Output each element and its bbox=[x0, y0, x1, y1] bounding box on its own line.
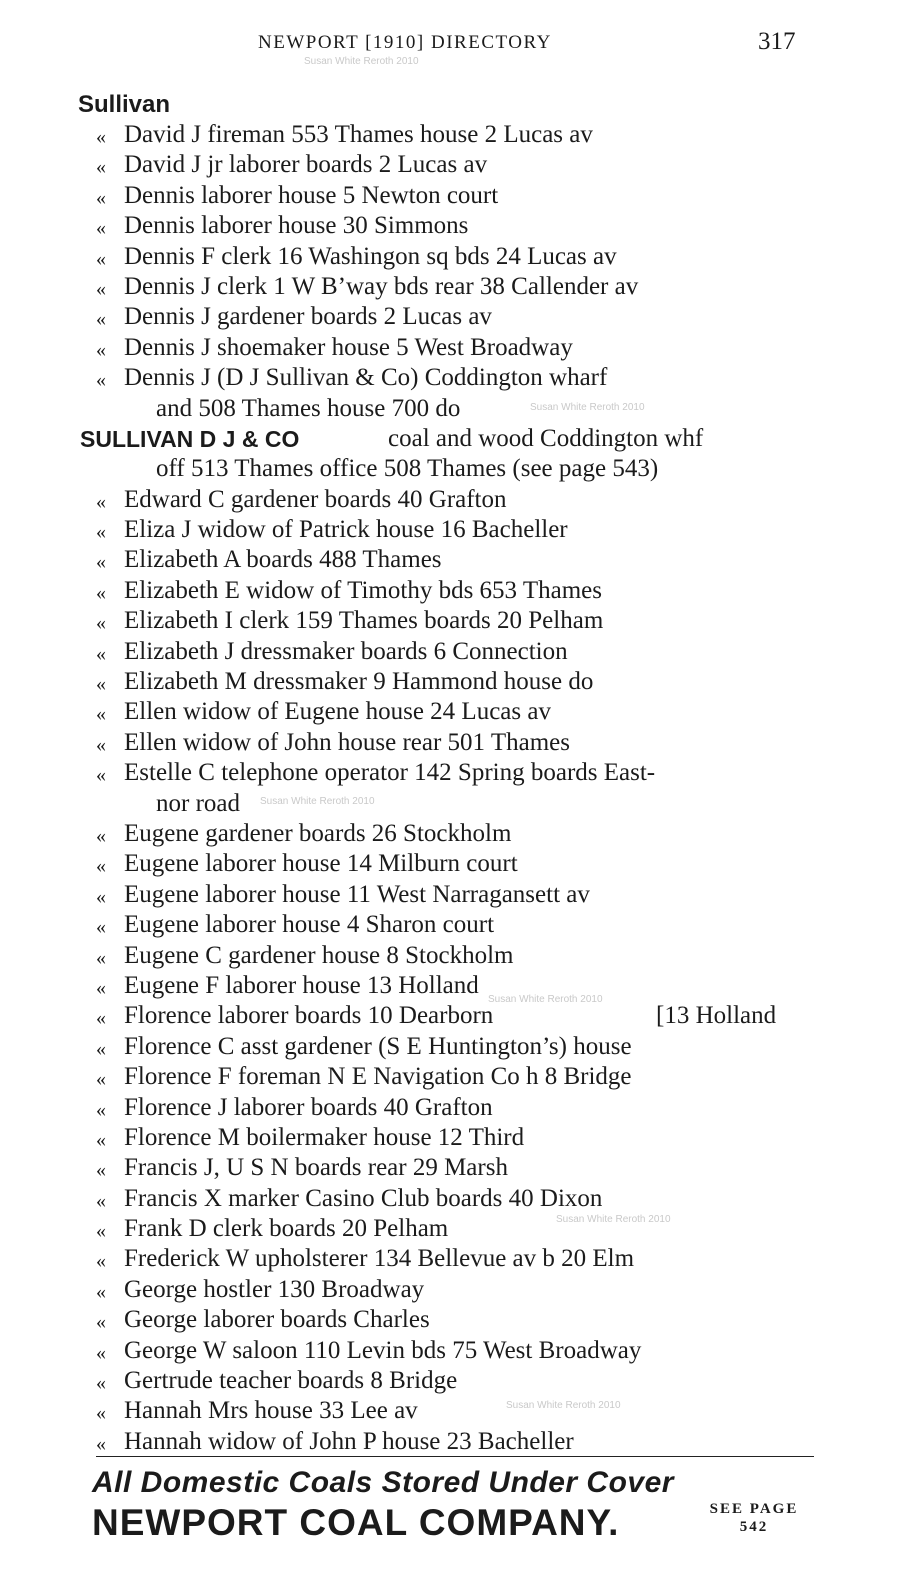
ditto-mark: « bbox=[96, 551, 106, 574]
ditto-mark: « bbox=[96, 733, 106, 756]
list-item bbox=[0, 181, 900, 211]
entry-text: Francis X marker Casino Club boards 40 Dixon bbox=[124, 1184, 603, 1212]
list-item bbox=[0, 1396, 900, 1426]
surname-heading: Sullivan bbox=[78, 91, 171, 118]
entry-text: Hannah Mrs house 33 Lee av bbox=[124, 1397, 418, 1425]
entry-text: Dennis laborer house 5 Newton court bbox=[124, 181, 499, 209]
entry-text: Eugene laborer house 4 Sharon court bbox=[124, 911, 495, 939]
ditto-mark: « bbox=[96, 1402, 106, 1425]
list-item bbox=[0, 1275, 900, 1305]
ditto-mark: « bbox=[96, 976, 106, 999]
ditto-mark: « bbox=[96, 1250, 106, 1273]
ditto-mark: « bbox=[96, 1098, 106, 1121]
list-item bbox=[0, 1032, 900, 1062]
see-page-reference bbox=[690, 1500, 818, 1536]
list-item bbox=[0, 333, 900, 363]
entry-text: George laborer boards Charles bbox=[124, 1306, 430, 1334]
watermark: Susan White Reroth 2010 bbox=[506, 1400, 621, 1411]
entry-text: Eugene F laborer house 13 Holland bbox=[124, 971, 479, 999]
entry-text: Frank D clerk boards 20 Pelham bbox=[124, 1215, 449, 1243]
ditto-mark: « bbox=[96, 1128, 106, 1151]
watermark: Susan White Reroth 2010 bbox=[488, 994, 603, 1005]
entry-text: Eugene C gardener house 8 Stockholm bbox=[124, 941, 514, 969]
firm-name: SULLIVAN D J & CO bbox=[80, 425, 300, 452]
running-title: NEWPORT [1910] DIRECTORY bbox=[258, 32, 552, 53]
list-item bbox=[0, 1001, 900, 1031]
ditto-mark: « bbox=[96, 217, 106, 240]
ditto-mark: « bbox=[96, 885, 106, 908]
entry-text: Frederick W upholsterer 134 Bellevue av b 20 Elm bbox=[124, 1245, 635, 1273]
list-item-continuation bbox=[0, 454, 900, 484]
list-item bbox=[0, 1366, 900, 1396]
entry-text: Eugene gardener boards 26 Stockholm bbox=[124, 819, 512, 847]
entry-text: off 513 Thames office 508 Thames (see page 543) bbox=[156, 455, 659, 483]
entry-text: Elizabeth E widow of Timothy bds 653 Thames bbox=[124, 576, 602, 604]
list-item bbox=[0, 849, 900, 879]
ditto-mark: « bbox=[96, 338, 106, 361]
entry-text: coal and wood Coddington whf bbox=[388, 424, 704, 452]
list-item bbox=[0, 606, 900, 636]
list-item-continuation bbox=[0, 394, 900, 424]
list-item bbox=[0, 576, 900, 606]
entry-text: Dennis laborer house 30 Simmons bbox=[124, 212, 469, 240]
advertisement-company-name: NEWPORT COAL COMPANY. bbox=[92, 1502, 620, 1543]
page-header bbox=[0, 28, 900, 68]
list-item bbox=[0, 272, 900, 302]
see-page-label: SEE PAGE bbox=[709, 1501, 799, 1517]
entry-text: Estelle C telephone operator 142 Spring boards East- bbox=[124, 759, 656, 787]
entry-text: Gertrude teacher boards 8 Bridge bbox=[124, 1367, 458, 1395]
list-item bbox=[0, 1214, 900, 1244]
ditto-mark: « bbox=[96, 764, 106, 787]
page-number: 317 bbox=[758, 28, 796, 55]
ditto-mark: « bbox=[96, 490, 106, 513]
ditto-mark: « bbox=[96, 1189, 106, 1212]
ditto-mark: « bbox=[96, 1311, 106, 1334]
entry-text: Eugene laborer house 14 Milburn court bbox=[124, 850, 518, 878]
list-item bbox=[0, 120, 900, 150]
entry-text: Elizabeth I clerk 159 Thames boards 20 Pelham bbox=[124, 607, 604, 635]
list-item bbox=[0, 363, 900, 393]
entry-text: and 508 Thames house 700 do bbox=[156, 394, 461, 422]
advertisement-tagline: All Domestic Coals Stored Under Cover bbox=[92, 1466, 674, 1499]
list-item-continuation bbox=[0, 789, 900, 819]
entry-text: David J jr laborer boards 2 Lucas av bbox=[124, 151, 488, 179]
list-item bbox=[0, 515, 900, 545]
entry-text: Eugene laborer house 11 West Narragansett av bbox=[124, 880, 590, 908]
entry-text: Francis J, U S N boards rear 29 Marsh bbox=[124, 1154, 508, 1182]
entry-text: Florence F foreman N E Navigation Co h 8 Bridge bbox=[124, 1063, 632, 1091]
entry-text: Eliza J widow of Patrick house 16 Bacheller bbox=[124, 516, 568, 544]
list-item bbox=[0, 242, 900, 272]
list-item bbox=[0, 1336, 900, 1366]
entry-text: Elizabeth M dressmaker 9 Hammond house do bbox=[124, 668, 594, 696]
ditto-mark: « bbox=[96, 156, 106, 179]
ditto-mark: « bbox=[96, 521, 106, 544]
ditto-mark: « bbox=[96, 1220, 106, 1243]
list-item bbox=[0, 211, 900, 241]
directory-entries bbox=[0, 120, 900, 1457]
list-item bbox=[0, 971, 900, 1001]
list-item bbox=[0, 302, 900, 332]
entry-text: Florence C asst gardener (S E Huntington’s) house bbox=[124, 1032, 632, 1060]
ditto-mark: « bbox=[96, 1372, 106, 1395]
ditto-mark: « bbox=[96, 612, 106, 635]
ditto-mark: « bbox=[96, 1432, 106, 1455]
entry-text: Dennis J shoemaker house 5 West Broadway bbox=[124, 333, 573, 361]
ditto-mark: « bbox=[96, 1007, 106, 1030]
list-item bbox=[0, 637, 900, 667]
watermark: Susan White Reroth 2010 bbox=[260, 796, 375, 807]
entry-text: Elizabeth J dressmaker boards 6 Connection bbox=[124, 637, 568, 665]
list-item bbox=[0, 1123, 900, 1153]
list-item bbox=[0, 819, 900, 849]
list-item bbox=[0, 1244, 900, 1274]
entry-text: Edward C gardener boards 40 Grafton bbox=[124, 485, 507, 513]
ditto-mark: « bbox=[96, 308, 106, 331]
list-item bbox=[0, 910, 900, 940]
entry-text: Hannah widow of John P house 23 Bacheller bbox=[124, 1427, 574, 1455]
ditto-mark: « bbox=[96, 186, 106, 209]
ditto-mark: « bbox=[96, 1037, 106, 1060]
watermark: Susan White Reroth 2010 bbox=[556, 1214, 671, 1225]
entry-text: Dennis F clerk 16 Washingon sq bds 24 Lucas av bbox=[124, 242, 617, 270]
ditto-mark: « bbox=[96, 369, 106, 392]
entry-text: Florence laborer boards 10 Dearborn bbox=[124, 1002, 494, 1030]
list-item bbox=[0, 667, 900, 697]
entry-text: nor road bbox=[156, 789, 240, 817]
ditto-mark: « bbox=[96, 642, 106, 665]
list-item bbox=[0, 1427, 900, 1457]
ditto-mark: « bbox=[96, 1068, 106, 1091]
see-page-number: 542 bbox=[739, 1519, 769, 1535]
list-item bbox=[0, 545, 900, 575]
list-item bbox=[0, 1093, 900, 1123]
ditto-mark: « bbox=[96, 673, 106, 696]
watermark: Susan White Reroth 2010 bbox=[304, 56, 419, 67]
divider bbox=[96, 1456, 814, 1457]
firm-listing bbox=[0, 424, 900, 454]
list-item bbox=[0, 880, 900, 910]
entry-text: George hostler 130 Broadway bbox=[124, 1275, 425, 1303]
list-item bbox=[0, 697, 900, 727]
entry-text: Dennis J clerk 1 W B’way bds rear 38 Callender av bbox=[124, 272, 639, 300]
list-item bbox=[0, 941, 900, 971]
ditto-mark: « bbox=[96, 855, 106, 878]
ditto-mark: « bbox=[96, 1280, 106, 1303]
watermark: Susan White Reroth 2010 bbox=[530, 402, 645, 413]
entry-text: George W saloon 110 Levin bds 75 West Broadway bbox=[124, 1336, 642, 1364]
ditto-mark: « bbox=[96, 1341, 106, 1364]
ditto-mark: « bbox=[96, 247, 106, 270]
list-item bbox=[0, 1184, 900, 1214]
list-item bbox=[0, 150, 900, 180]
ditto-mark: « bbox=[96, 581, 106, 604]
entry-text: Ellen widow of Eugene house 24 Lucas av bbox=[124, 698, 551, 726]
list-item bbox=[0, 758, 900, 788]
entry-text: Dennis J gardener boards 2 Lucas av bbox=[124, 303, 492, 331]
list-item bbox=[0, 728, 900, 758]
ditto-mark: « bbox=[96, 824, 106, 847]
ditto-mark: « bbox=[96, 1159, 106, 1182]
ditto-mark: « bbox=[96, 703, 106, 726]
entry-text: Dennis J (D J Sullivan & Co) Coddington wharf bbox=[124, 364, 608, 392]
ditto-mark: « bbox=[96, 946, 106, 969]
list-item bbox=[0, 485, 900, 515]
entry-text: Florence M boilermaker house 12 Third bbox=[124, 1123, 525, 1151]
entry-overflow-text: [13 Holland bbox=[656, 1002, 777, 1030]
list-item bbox=[0, 1305, 900, 1335]
entry-text: Elizabeth A boards 488 Thames bbox=[124, 546, 442, 574]
list-item bbox=[0, 1153, 900, 1183]
entry-text: David J fireman 553 Thames house 2 Lucas av bbox=[124, 121, 593, 148]
ditto-mark: « bbox=[96, 126, 106, 148]
entry-text: Ellen widow of John house rear 501 Thames bbox=[124, 728, 570, 756]
list-item bbox=[0, 1062, 900, 1092]
ditto-mark: « bbox=[96, 277, 106, 300]
entry-text: Florence J laborer boards 40 Grafton bbox=[124, 1093, 493, 1121]
ditto-mark: « bbox=[96, 916, 106, 939]
